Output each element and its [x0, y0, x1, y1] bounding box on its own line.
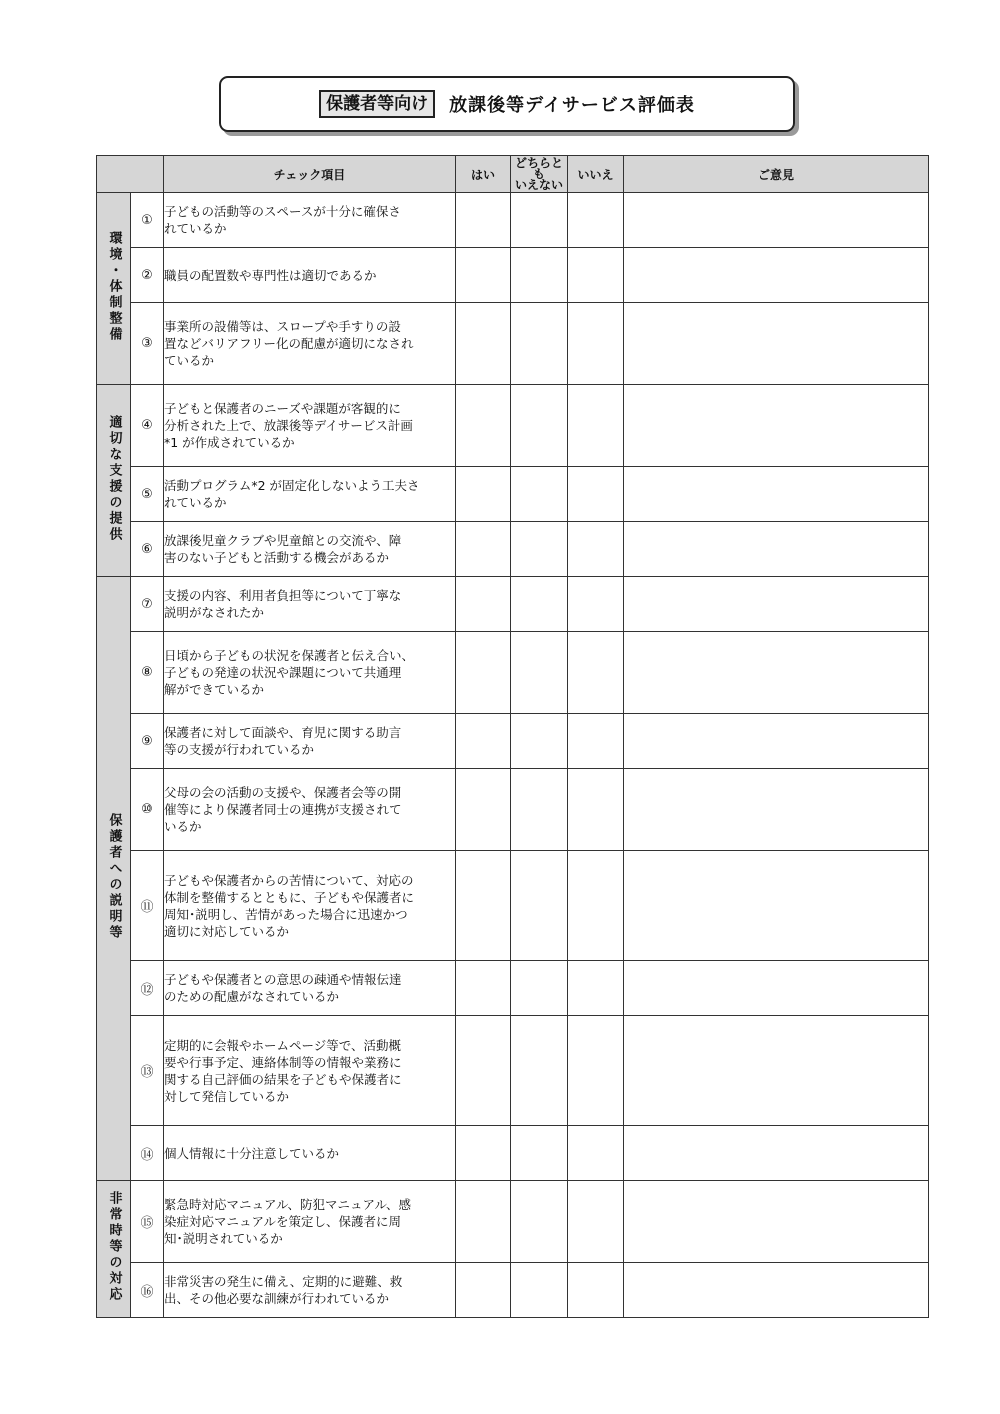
- table-row: [97, 714, 929, 769]
- item-line: 父母の会の活動の支援や、保護者会等の開: [164, 785, 402, 800]
- category-label: 環境・体制整備: [106, 230, 122, 343]
- answer-no-cell[interactable]: [568, 1181, 624, 1263]
- item-text: [164, 248, 456, 303]
- table-row: [97, 303, 929, 385]
- opinion-cell[interactable]: [624, 1181, 929, 1263]
- item-text: [164, 577, 456, 632]
- header-check-items: チェック項目: [164, 156, 456, 193]
- answer-neither-cell[interactable]: [511, 193, 568, 248]
- item-number: ⑪: [131, 851, 164, 961]
- item-number: ⑥: [131, 522, 164, 577]
- answer-yes-cell[interactable]: [456, 467, 511, 522]
- answer-yes-cell[interactable]: [456, 1126, 511, 1181]
- opinion-cell[interactable]: [624, 961, 929, 1016]
- header-yes: はい: [456, 156, 511, 193]
- table-row: [97, 961, 929, 1016]
- header-neither-line2: いえない: [514, 177, 563, 192]
- answer-yes-cell[interactable]: [456, 193, 511, 248]
- item-number: ⑩: [131, 769, 164, 851]
- item-line: *1 が作成されているか: [164, 435, 295, 450]
- answer-no-cell[interactable]: [568, 577, 624, 632]
- item-number: ⑯: [131, 1263, 164, 1318]
- opinion-cell[interactable]: [624, 1016, 929, 1126]
- table-row: [97, 385, 929, 467]
- answer-neither-cell[interactable]: [511, 248, 568, 303]
- item-line: 職員の配置数や専門性は適切であるか: [164, 267, 377, 283]
- table-row: [97, 1016, 929, 1126]
- answer-neither-cell[interactable]: [511, 1016, 568, 1126]
- item-line: 体制を整備するとともに、子どもや保護者に: [164, 889, 415, 905]
- answer-yes-cell[interactable]: [456, 577, 511, 632]
- item-number: ⑫: [131, 961, 164, 1016]
- item-number: ⑬: [131, 1016, 164, 1126]
- answer-yes-cell[interactable]: [456, 851, 511, 961]
- table-row: [97, 851, 929, 961]
- answer-yes-cell[interactable]: [456, 769, 511, 851]
- item-text: [164, 1126, 456, 1181]
- table-row: [97, 193, 929, 248]
- category-label: 保護者への説明等: [106, 812, 122, 941]
- table-row: [97, 467, 929, 522]
- item-number: ⑧: [131, 632, 164, 714]
- item-line: 要や行事予定、連絡体制等の情報や業務に: [164, 1054, 402, 1070]
- item-line: 個人情報に十分注意しているか: [164, 1145, 340, 1161]
- item-number: ③: [131, 303, 164, 385]
- category-label: 適切な支援の提供: [106, 414, 122, 543]
- item-line: 等の支援が行われているか: [164, 742, 315, 757]
- table-row: [97, 1181, 929, 1263]
- item-line: 説明がなされたか: [164, 605, 265, 620]
- answer-neither-cell[interactable]: [511, 467, 568, 522]
- category-support: [97, 385, 131, 577]
- item-line: 日頃から子どもの状況を保護者と伝え合い、: [164, 648, 415, 663]
- opinion-cell[interactable]: [624, 769, 929, 851]
- answer-no-cell[interactable]: [568, 769, 624, 851]
- answer-yes-cell[interactable]: [456, 961, 511, 1016]
- item-line: 害のない子どもと活動する機会があるか: [164, 550, 390, 565]
- answer-yes-cell[interactable]: [456, 303, 511, 385]
- item-line: 周知･説明し、苦情があった場合に迅速かつ: [164, 906, 408, 922]
- answer-no-cell[interactable]: [568, 714, 624, 769]
- item-text: [164, 961, 456, 1016]
- table-row: [97, 769, 929, 851]
- item-number: ①: [131, 193, 164, 248]
- item-number: ④: [131, 385, 164, 467]
- answer-no-cell[interactable]: [568, 961, 624, 1016]
- item-line: 解ができているか: [164, 682, 265, 697]
- answer-no-cell[interactable]: [568, 522, 624, 577]
- item-line: 子どもの発達の状況や課題について共通理: [164, 665, 402, 680]
- item-text: [164, 1016, 456, 1126]
- opinion-cell[interactable]: [624, 467, 929, 522]
- answer-neither-cell[interactable]: [511, 577, 568, 632]
- item-text: [164, 769, 456, 851]
- header-blank-cell: [97, 156, 164, 193]
- table-row: [97, 632, 929, 714]
- item-number: ⑨: [131, 714, 164, 769]
- opinion-cell[interactable]: [624, 1263, 929, 1318]
- item-line: 支援の内容、利用者負担等について丁寧な: [164, 588, 402, 603]
- answer-neither-cell[interactable]: [511, 769, 568, 851]
- item-line: 定期的に会報やホームページ等で、活動概: [164, 1037, 402, 1053]
- item-line: 活動プログラム*2 が固定化しないよう工夫さ: [164, 478, 420, 493]
- opinion-cell[interactable]: [624, 248, 929, 303]
- answer-yes-cell[interactable]: [456, 248, 511, 303]
- answer-yes-cell[interactable]: [456, 1016, 511, 1126]
- opinion-cell[interactable]: [624, 303, 929, 385]
- item-line: 関する自己評価の結果を子どもや保護者に: [164, 1071, 402, 1087]
- item-line: いるか: [164, 819, 202, 834]
- item-line: 子どもの活動等のスペースが十分に確保さ: [164, 204, 401, 219]
- item-text: [164, 632, 456, 714]
- answer-no-cell[interactable]: [568, 193, 624, 248]
- item-text: [164, 303, 456, 385]
- opinion-cell[interactable]: [624, 385, 929, 467]
- item-text: [164, 851, 456, 961]
- item-number: ⑮: [131, 1181, 164, 1263]
- header-neither-line1: どちらとも: [514, 155, 563, 181]
- item-text: [164, 385, 456, 467]
- answer-neither-cell[interactable]: [511, 1263, 568, 1318]
- category-label: 非常時等の対応: [106, 1191, 122, 1303]
- item-line: 非常災害の発生に備え、定期的に避難、救: [164, 1274, 403, 1289]
- category-emergency: [97, 1181, 131, 1318]
- item-line: 対して発信しているか: [164, 1088, 290, 1104]
- item-line: 出、その他必要な訓練が行われているか: [164, 1291, 390, 1306]
- answer-neither-cell[interactable]: [511, 961, 568, 1016]
- item-line: のための配慮がなされているか: [164, 989, 340, 1004]
- item-text: [164, 1263, 456, 1318]
- item-text: [164, 467, 456, 522]
- answer-neither-cell[interactable]: [511, 1181, 568, 1263]
- answer-no-cell[interactable]: [568, 851, 624, 961]
- item-text: [164, 193, 456, 248]
- answer-neither-cell[interactable]: [511, 303, 568, 385]
- answer-neither-cell[interactable]: [511, 851, 568, 961]
- table-row: [97, 1263, 929, 1318]
- item-line: れているか: [164, 221, 227, 236]
- item-text: [164, 522, 456, 577]
- item-line: 知･説明されているか: [164, 1231, 283, 1246]
- item-number: ⑭: [131, 1126, 164, 1181]
- header-no: いいえ: [568, 156, 624, 193]
- opinion-cell[interactable]: [624, 851, 929, 961]
- item-line: れているか: [164, 495, 227, 510]
- item-line: ているか: [164, 353, 215, 368]
- answer-no-cell[interactable]: [568, 1016, 624, 1126]
- answer-yes-cell[interactable]: [456, 522, 511, 577]
- table-row: [97, 577, 929, 632]
- item-line: 子どもや保護者からの苦情について、対応の: [164, 872, 414, 888]
- header-opinion: ご意見: [624, 156, 929, 193]
- answer-neither-cell[interactable]: [511, 632, 568, 714]
- answer-yes-cell[interactable]: [456, 385, 511, 467]
- answer-no-cell[interactable]: [568, 467, 624, 522]
- item-line: 子どもや保護者との意思の疎通や情報伝達: [164, 972, 402, 987]
- answer-no-cell[interactable]: [568, 303, 624, 385]
- answer-neither-cell[interactable]: [511, 522, 568, 577]
- item-line: 染症対応マニュアルを策定し、保護者に周: [164, 1214, 402, 1229]
- category-explanation: [97, 577, 131, 1181]
- item-line: 子どもと保護者のニーズや課題が客観的に: [164, 401, 401, 416]
- title-box: [219, 76, 795, 132]
- answer-yes-cell[interactable]: [456, 714, 511, 769]
- item-line: 分析された上で、放課後等デイサービス計画: [164, 418, 413, 433]
- item-text: [164, 1181, 456, 1263]
- opinion-cell[interactable]: [624, 193, 929, 248]
- answer-yes-cell[interactable]: [456, 1181, 511, 1263]
- answer-no-cell[interactable]: [568, 1263, 624, 1318]
- table-row: [97, 522, 929, 577]
- opinion-cell[interactable]: [624, 577, 929, 632]
- opinion-cell[interactable]: [624, 714, 929, 769]
- item-line: 保護者に対して面談や、育児に関する助言: [164, 725, 402, 740]
- item-number: ⑤: [131, 467, 164, 522]
- answer-no-cell[interactable]: [568, 632, 624, 714]
- answer-yes-cell[interactable]: [456, 1263, 511, 1318]
- table-row: [97, 248, 929, 303]
- answer-no-cell[interactable]: [568, 1126, 624, 1181]
- item-line: 緊急時対応マニュアル、防犯マニュアル、感: [164, 1197, 412, 1212]
- answer-no-cell[interactable]: [568, 385, 624, 467]
- page-title: 放課後等デイサービス評価表: [449, 95, 695, 116]
- answer-neither-cell[interactable]: [511, 1126, 568, 1181]
- table-row: [97, 1126, 929, 1181]
- answer-no-cell[interactable]: [568, 248, 624, 303]
- opinion-cell[interactable]: [624, 1126, 929, 1181]
- item-number: ②: [131, 248, 164, 303]
- item-number: ⑦: [131, 577, 164, 632]
- item-line: 催等により保護者同士の連携が支援されて: [164, 802, 402, 817]
- answer-neither-cell[interactable]: [511, 385, 568, 467]
- item-line: 事業所の設備等は、スロープや手すりの設: [164, 319, 401, 334]
- item-line: 放課後児童クラブや児童館との交流や、障: [164, 533, 402, 548]
- item-line: 置などバリアフリー化の配慮が適切になされ: [164, 336, 414, 351]
- audience-badge: 保護者等向け: [319, 90, 435, 118]
- header-neither: [511, 156, 568, 193]
- evaluation-table: [96, 155, 929, 1318]
- header-row: [97, 156, 929, 193]
- answer-yes-cell[interactable]: [456, 632, 511, 714]
- opinion-cell[interactable]: [624, 632, 929, 714]
- answer-neither-cell[interactable]: [511, 714, 568, 769]
- item-line: 適切に対応しているか: [164, 923, 290, 939]
- category-environment: [97, 193, 131, 385]
- item-text: [164, 714, 456, 769]
- opinion-cell[interactable]: [624, 522, 929, 577]
